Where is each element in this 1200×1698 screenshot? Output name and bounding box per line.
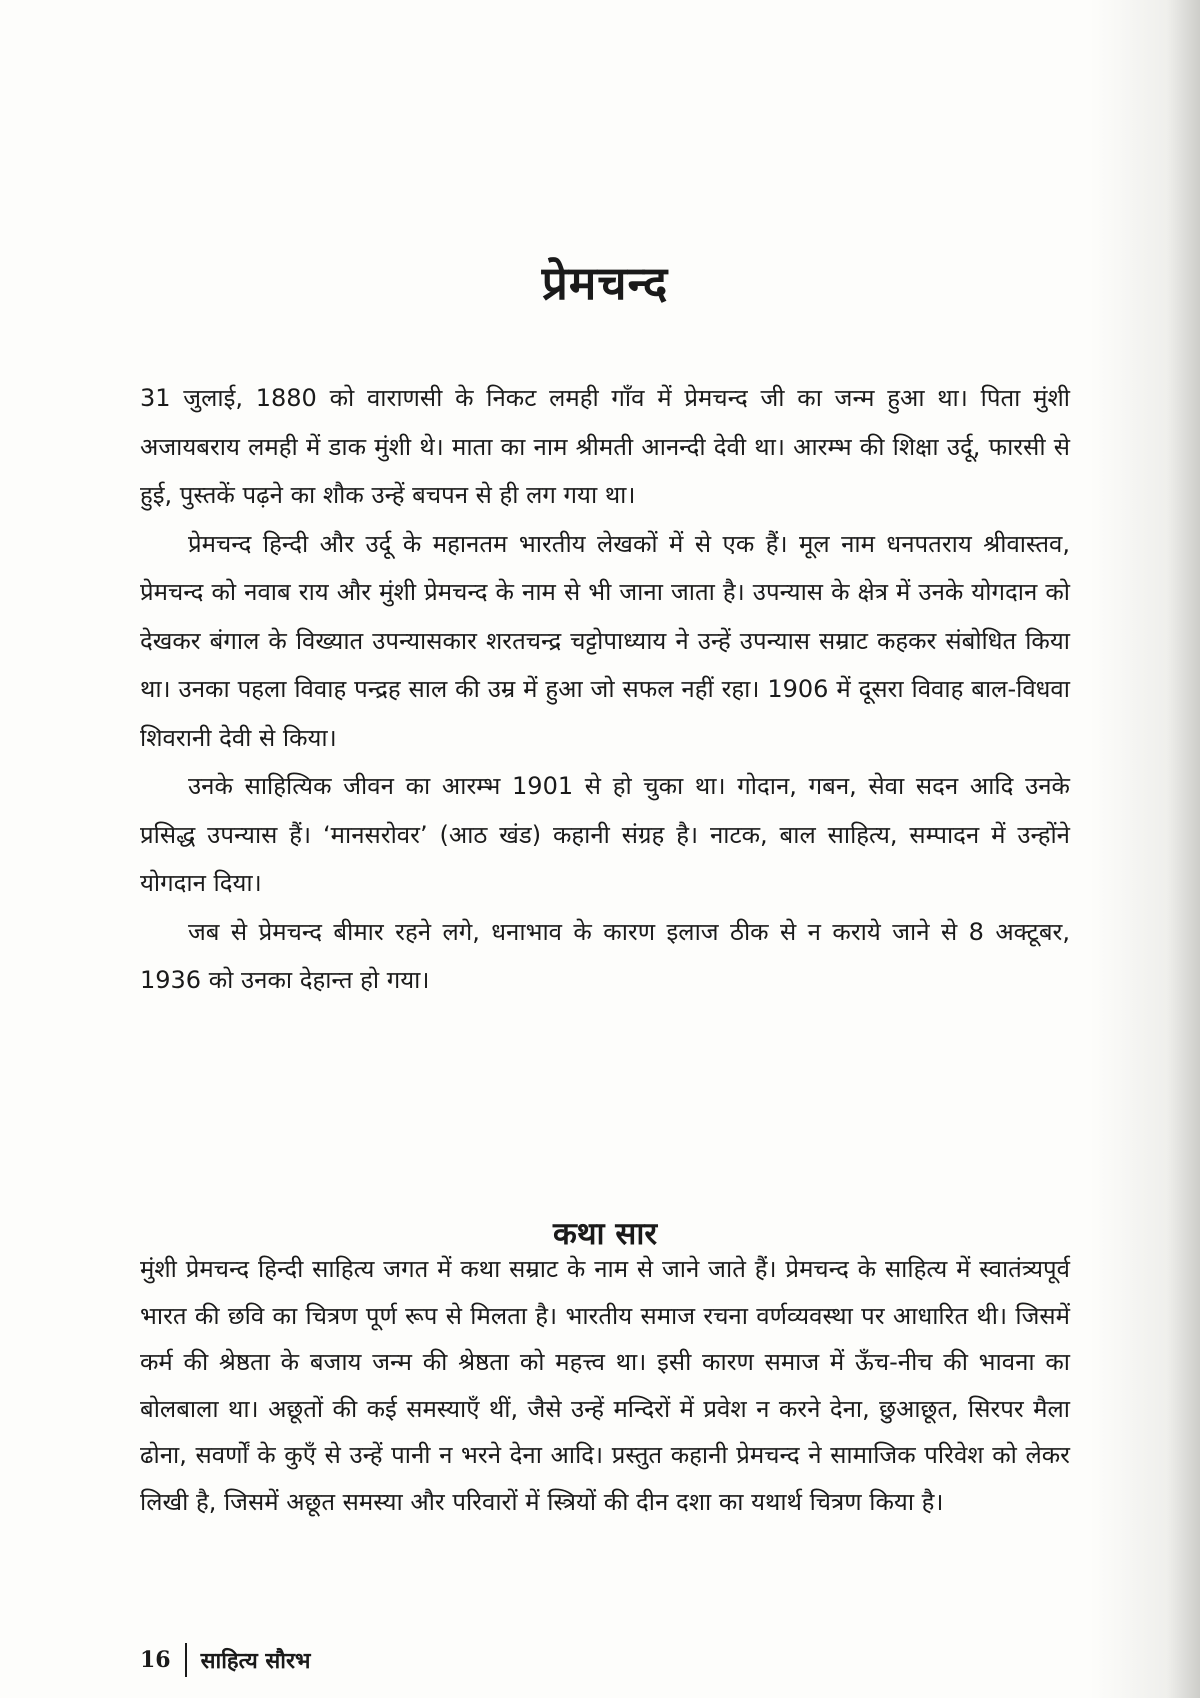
- book-title: साहित्य सौरभ: [200, 1649, 311, 1674]
- biography-paragraph-2: प्रेमचन्द हिन्दी और उर्दू के महानतम भारतीय लेखकों में से एक हैं। मूल नाम धनपतराय श्रीवास्तव, प्रेमचन्द को नवाब राय और मुंशी प्रेमचन्द के नाम से भी जाना जाता है। उपन्यास के क्षेत्र में उनके योगदान को देखकर बंगाल के विख्यात उपन्यासकार शरतचन्द्र चट्टोपाध्याय ने उन्हें उपन्यास सम्राट कहकर संबोधित किया था। उनका पहला विवाह पन्द्रह साल की उम्र में हुआ जो सफल नहीं रहा। 1906 में दूसरा विवाह बाल-विधवा शिवरानी देवी से किया।: [140, 529, 1070, 752]
- summary-paragraph: मुंशी प्रेमचन्द हिन्दी साहित्य जगत में कथा सम्राट के नाम से जाने जाते हैं। प्रेमचन्द के साहित्य में स्वातंत्र्यपूर्व भारत की छवि का चित्रण पूर्ण रूप से मिलता है। भारतीय समाज रचना वर्णव्यवस्था पर आधारित थी। जिसमें कर्म की श्रेष्ठता के बजाय जन्म की श्रेष्ठता को महत्त्व था। इसी कारण समाज में ऊँच-नीच की भावना का बोलबाला था। अछूतों की कई समस्याएँ थीं, जैसे उन्हें मन्दिरों में प्रवेश न करने देना, छुआछूत, सिरपर मैला ढोना, सवर्णों के कुएँ से उन्हें पानी न भरने देना आदि। प्रस्तुत कहानी प्रेमचन्द ने सामाजिक परिवेश को लेकर लिखी है, जिसमें अछूत समस्या और परिवारों में स्त्रियों की दीन दशा का यथार्थ चित्रण किया है।: [140, 1255, 1071, 1516]
- page-number: 16: [140, 1647, 171, 1673]
- chapter-title: प्रेमचन्द: [541, 255, 669, 310]
- biography-paragraph-1: 31 जुलाई, 1880 को वाराणसी के निकट लमही गाँव में प्रेमचन्द जी का जन्म हुआ था। पिता मुंशी अजायबराय लमही में डाक मुंशी थे। माता का नाम श्रीमती आनन्दी देवी था। आरम्भ की शिक्षा उर्दू, फारसी से हुई, पुस्तकें पढ़ने का शौक उन्हें बचपन से ही लग गया था।: [140, 384, 1070, 509]
- page-spine-shadow: [1090, 0, 1200, 1698]
- summary-heading: कथा सार: [552, 1215, 658, 1252]
- biography-section: [140, 374, 1070, 1005]
- page-footer: [140, 1640, 310, 1680]
- summary-section: [140, 1246, 1070, 1525]
- biography-paragraph-3: उनके साहित्यिक जीवन का आरम्भ 1901 से हो चुका था। गोदान, गबन, सेवा सदन आदि उनके प्रसिद्ध उपन्यास हैं। ‘मानसरोवर’ (आठ खंड) कहानी संग्रह है। नाटक, बाल साहित्य, सम्पादन में उन्होंने योगदान दिया।: [140, 772, 1070, 897]
- biography-paragraph-4: जब से प्रेमचन्द बीमार रहने लगे, धनाभाव के कारण इलाज ठीक से न कराये जाने से 8 अक्टूबर, 1936 को उनका देहान्त हो गया।: [140, 917, 1070, 994]
- footer-divider: [185, 1643, 187, 1677]
